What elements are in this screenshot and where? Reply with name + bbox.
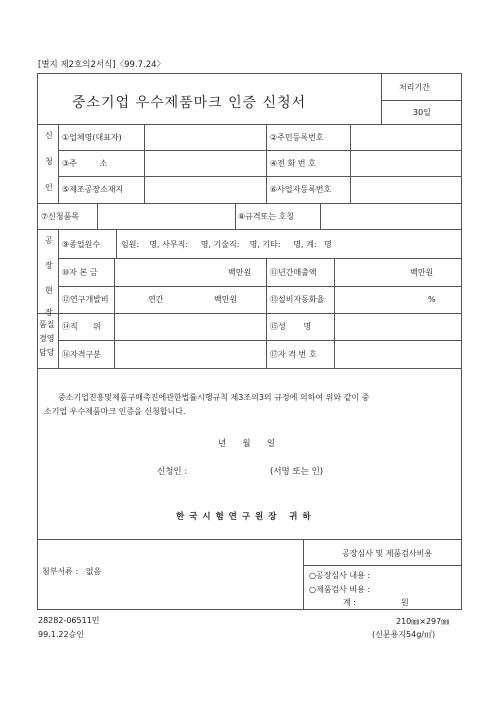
- applicant-group-2: 청: [45, 157, 53, 166]
- product-name-field[interactable]: [99, 205, 233, 228]
- rule: [37, 539, 462, 540]
- col-rule: [266, 124, 267, 203]
- rule: [37, 368, 462, 369]
- rnd-label: ⑫연구개발비: [62, 295, 109, 304]
- declaration-line-2: 소기업 우수제품마크 인증을 신청합니다.: [44, 407, 186, 416]
- form-code-header: [별지 제2호의2서식]〈99.7.24〉: [38, 60, 166, 70]
- phone-field[interactable]: [352, 152, 460, 175]
- col-rule: [97, 203, 98, 229]
- paper-type: (신문용지54g/㎡): [372, 630, 436, 639]
- frame-right: [461, 73, 462, 610]
- rule: [58, 150, 461, 151]
- col-rule: [266, 258, 267, 368]
- address-label: ③주 소: [62, 159, 108, 168]
- processing-divider: [381, 73, 382, 124]
- frame-bottom: [37, 609, 462, 610]
- rule: [58, 258, 461, 259]
- position-label: ⑭직 위: [62, 322, 101, 331]
- company-label: ①업체명(대표자): [62, 133, 122, 142]
- form-code: 28282-06511민: [38, 616, 100, 625]
- product-spec-label: ⑧규격또는 호칭: [238, 212, 295, 221]
- position-field[interactable]: [116, 315, 264, 339]
- capital-label: ⑩자 본 금: [62, 268, 98, 277]
- automation-field[interactable]: %: [428, 295, 436, 304]
- person-name-label: ⑮성 명: [270, 322, 312, 331]
- fee-total-label: 계 :: [343, 598, 356, 607]
- product-name-label: ⑦신청품목: [41, 212, 80, 221]
- fee-factory-label: ○공장심사 내용 :: [309, 571, 371, 580]
- rule: [58, 286, 461, 287]
- sales-field[interactable]: 백만원: [410, 268, 434, 277]
- applicant-sign-label: 신청인 :: [157, 467, 188, 477]
- applicant-sign-field[interactable]: [198, 462, 264, 476]
- rule: [58, 340, 461, 341]
- biz-no-field[interactable]: [352, 178, 460, 202]
- footer-divider: [303, 539, 304, 610]
- col-rule: [116, 229, 117, 258]
- frame-left: [37, 73, 38, 610]
- person-name-field[interactable]: [336, 315, 460, 339]
- processing-label: 처리기간: [399, 83, 430, 92]
- rule: [58, 176, 461, 177]
- col-rule: [58, 229, 59, 368]
- resident-no-label: ②주민등록번호: [270, 133, 324, 142]
- sales-label: ⑪년간매출액: [270, 268, 317, 277]
- automation-label: ⑬설비자동화율: [270, 295, 325, 304]
- applicant-group-3: 인: [45, 183, 53, 192]
- quality-group-1: 품질: [39, 320, 55, 329]
- factory-group-1: 공: [45, 236, 53, 245]
- rule: [37, 203, 462, 204]
- col-rule: [334, 258, 335, 368]
- employees-label: ⑨종업원수: [62, 240, 101, 249]
- page-title: 중소기업 우수제품마크 인증 신청서: [72, 95, 307, 111]
- col-rule: [235, 203, 236, 229]
- applicant-group-1: 신: [45, 131, 53, 140]
- recipient: 한 국 시 험 연 구 원 장 귀 하: [176, 512, 312, 522]
- processing-value: 30일: [413, 108, 431, 117]
- biz-no-label: ⑥사업자등록번호: [270, 185, 332, 194]
- attachments: 첨부서류 : 없음: [42, 567, 102, 576]
- rnd-prefix: 연간: [148, 295, 164, 304]
- address-field[interactable]: [146, 152, 264, 175]
- col-rule: [144, 124, 145, 203]
- factory-group-3: 현: [45, 286, 53, 295]
- qual-no-field[interactable]: [336, 342, 460, 367]
- phone-label: ④전 화 번 호: [270, 159, 316, 168]
- fee-total-field[interactable]: 원: [401, 598, 409, 607]
- quality-group-3: 담당: [39, 348, 55, 357]
- qual-type-label: ⑯자격구분: [62, 350, 101, 359]
- quality-group-2: 경영: [39, 334, 55, 343]
- rule: [303, 565, 461, 566]
- fee-product-field[interactable]: [392, 583, 458, 595]
- qual-type-field[interactable]: [116, 342, 264, 367]
- product-spec-field[interactable]: [322, 205, 460, 228]
- approval-date: 99.1.22승인: [38, 630, 84, 639]
- paper-size: 210㎜×297㎜: [396, 617, 450, 626]
- resident-no-field[interactable]: [352, 126, 460, 149]
- col-rule: [350, 124, 351, 203]
- declaration-line-1: 중소기업진흥및제품구매촉진에관한법률시행규칙 제3조의3의 규정에 의하여 위와 같이 중: [58, 393, 370, 402]
- fee-title: 공장심사 및 제품검사비용: [342, 549, 433, 558]
- col-rule: [58, 124, 59, 203]
- capital-field[interactable]: 백만원: [228, 268, 252, 277]
- qual-no-label: ⑰자 격 번 호: [270, 350, 317, 359]
- col-rule: [114, 258, 115, 368]
- rule: [37, 313, 462, 314]
- rule: [37, 229, 462, 230]
- col-rule: [320, 203, 321, 229]
- fee-factory-field[interactable]: [392, 569, 458, 581]
- factory-field[interactable]: [146, 178, 264, 202]
- company-field[interactable]: [146, 126, 264, 149]
- fee-product-label: ○제품검사 비용 :: [309, 585, 371, 594]
- rnd-field[interactable]: 백만원: [214, 295, 238, 304]
- processing-split: [381, 100, 461, 101]
- factory-group-2: 장: [45, 261, 53, 270]
- employees-field[interactable]: 임원: 명, 사무직: 명, 기술직: 명, 기타: 명, 계: 명: [121, 240, 332, 249]
- sign-note: (서명 또는 인): [270, 467, 324, 477]
- date-line[interactable]: 년 월 일: [218, 439, 276, 449]
- rule: [37, 124, 462, 125]
- factory-group-4: 장: [45, 308, 53, 317]
- frame-top: [37, 73, 462, 74]
- factory-label: ⑤제조공장소재지: [62, 185, 124, 194]
